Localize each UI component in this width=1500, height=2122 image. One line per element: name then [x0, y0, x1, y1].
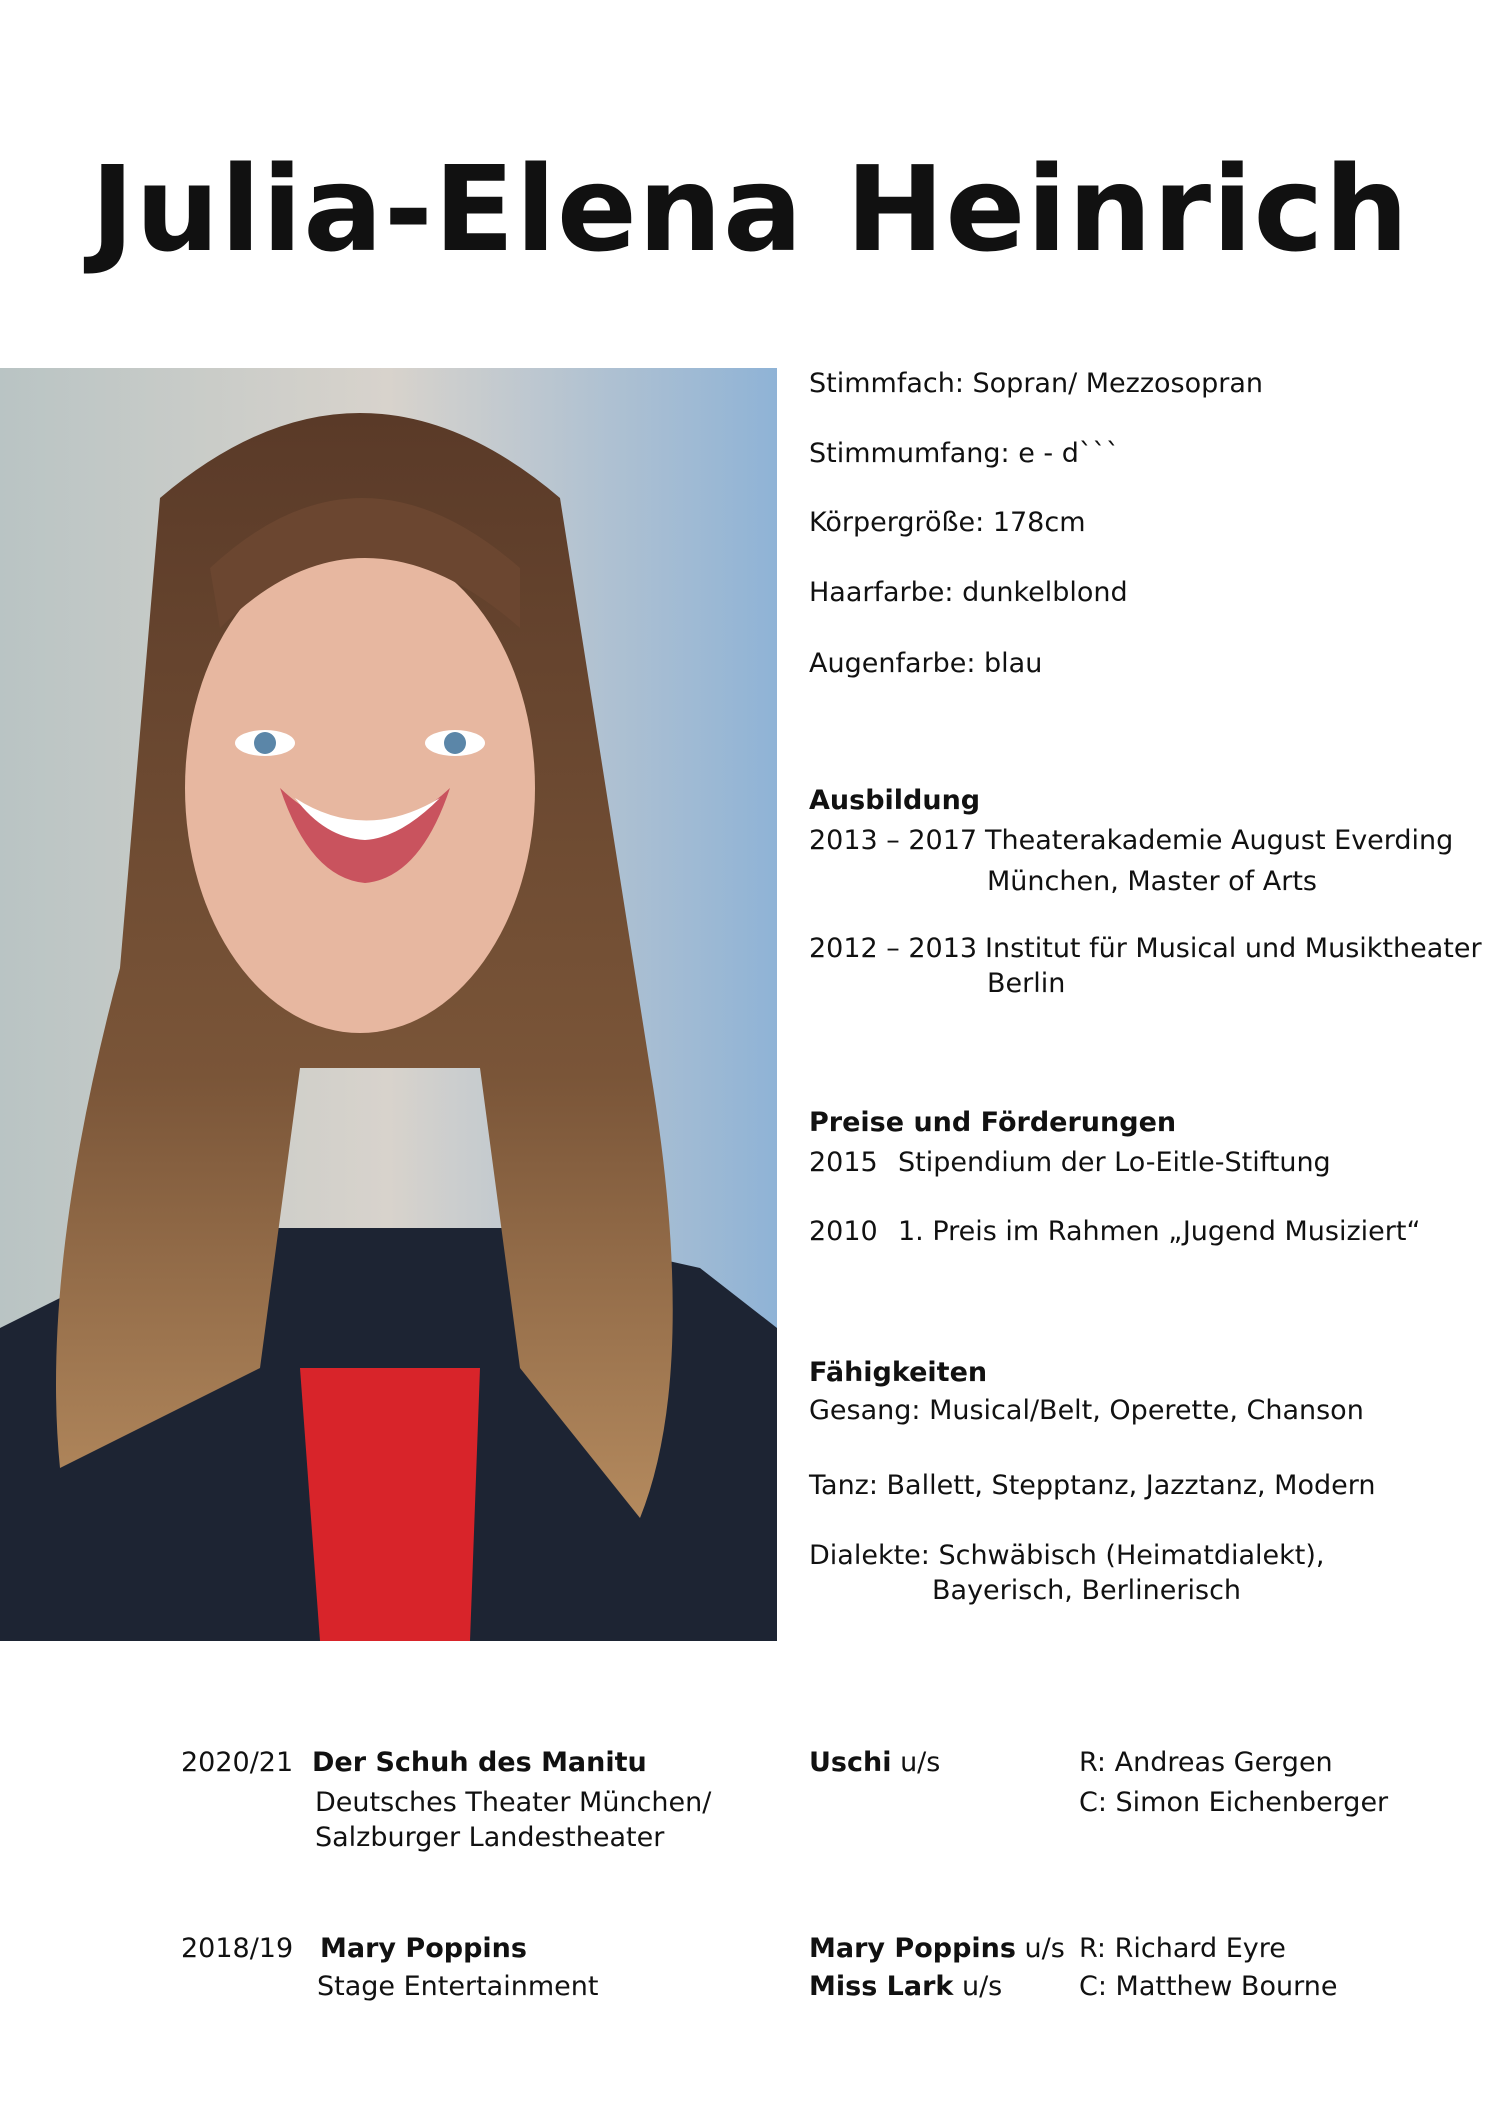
- engagement-role: [809, 1973, 1002, 2000]
- engagement-director: R: Andreas Gergen: [1079, 1747, 1333, 1778]
- engagement-venue: Salzburger Landestheater: [315, 1822, 665, 1853]
- awards-heading: Preise und Förderungen: [809, 1107, 1177, 1138]
- engagement-choreographer: C: Simon Eichenberger: [1079, 1787, 1389, 1818]
- profile-voice-type: Stimmfach: Sopran/ Mezzosopran: [809, 368, 1264, 399]
- education-institution: Theaterakademie August Everding: [985, 825, 1454, 856]
- profile-hair-color: Haarfarbe: dunkelblond: [809, 577, 1128, 608]
- engagement-venue: Deutsches Theater München/: [315, 1787, 712, 1818]
- education-detail: Berlin: [987, 968, 1066, 999]
- education-heading: Ausbildung: [809, 785, 981, 816]
- engagement-director: R: Richard Eyre: [1079, 1933, 1286, 1964]
- skills-heading: Fähigkeiten: [809, 1357, 988, 1388]
- engagement-role: [809, 1749, 940, 1776]
- role-name: Mary Poppins: [809, 1933, 1016, 1964]
- skills-dance: Tanz: Ballett, Stepptanz, Jazztanz, Modern: [809, 1470, 1376, 1501]
- skills-singing: Gesang: Musical/Belt, Operette, Chanson: [809, 1395, 1364, 1426]
- education-detail: München, Master of Arts: [987, 866, 1317, 897]
- award-year: 2010: [809, 1216, 878, 1247]
- engagement-role: [809, 1935, 1065, 1962]
- award-year: 2015: [809, 1147, 878, 1178]
- skills-dialects-cont: Bayerisch, Berlinerisch: [932, 1575, 1242, 1606]
- engagement-season: 2018/19: [181, 1933, 294, 1964]
- engagement-title: Der Schuh des Manitu: [312, 1747, 647, 1778]
- engagement-choreographer: C: Matthew Bourne: [1079, 1971, 1338, 2002]
- engagement-venue: Stage Entertainment: [317, 1971, 599, 2002]
- role-name: Miss Lark: [809, 1971, 954, 2002]
- portrait-photo: [0, 368, 777, 1641]
- profile-voice-range: Stimmumfang: e - d```: [809, 438, 1120, 469]
- skills-dialects: Dialekte: Schwäbisch (Heimatdialekt),: [809, 1540, 1325, 1571]
- profile-eye-color: Augenfarbe: blau: [809, 648, 1043, 679]
- profile-height: Körpergröße: 178cm: [809, 507, 1086, 538]
- education-institution: Institut für Musical und Musiktheater: [985, 933, 1482, 964]
- education-years: 2013 – 2017: [809, 825, 978, 856]
- role-suffix: u/s: [953, 1971, 1003, 2002]
- education-years: 2012 – 2013: [809, 933, 978, 964]
- award-text: 1. Preis im Rahmen „Jugend Musiziert“: [898, 1216, 1421, 1247]
- role-suffix: u/s: [1015, 1933, 1065, 1964]
- engagement-season: 2020/21: [181, 1747, 294, 1778]
- page-title: Julia-Elena Heinrich: [90, 140, 1410, 278]
- role-name: Uschi: [809, 1747, 892, 1778]
- award-text: Stipendium der Lo-Eitle-Stiftung: [898, 1147, 1331, 1178]
- role-suffix: u/s: [891, 1747, 941, 1778]
- engagement-title: Mary Poppins: [320, 1933, 527, 1964]
